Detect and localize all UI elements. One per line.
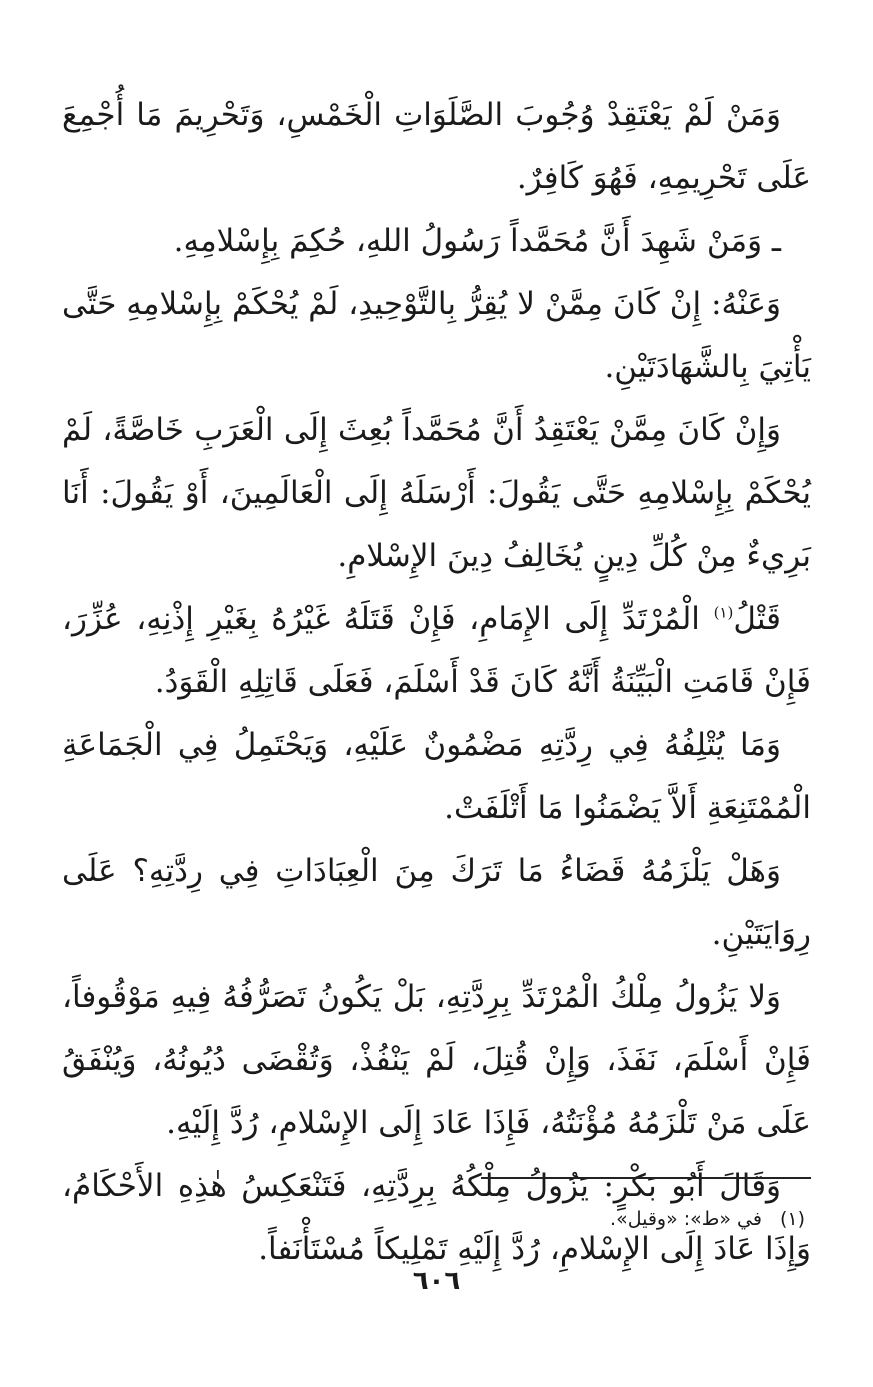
- footnote-reference[interactable]: (١): [713, 603, 734, 622]
- paragraph-4: وَإِنْ كَانَ مِمَّنْ يَعْتَقِدُ أَنَّ مُحَمَّداً بُعِثَ إِلَى الْعَرَبِ خَاصَّةً، لَمْ يُحْكَمْ بِإِسْلامِهِ حَتَّى يَقُولَ: أَرْسَلَهُ إِلَى الْعَالَمِينَ، أَوْ يَقُولَ: أَنَا بَرِيءٌ مِنْ كُلِّ دِينٍ يُخَالِفُ دِينَ الإِسْلامِ.: [62, 412, 811, 574]
- paragraph-6: وَمَا يُتْلِفُهُ فِي رِدَّتِهِ مَضْمُونٌ عَلَيْهِ، وَيَحْتَمِلُ فِي الْجَمَاعَةِ الْمُمْتَنِعَةِ أَلاَّ يَضْمَنُوا مَا أَتْلَفَتْ.: [62, 727, 811, 826]
- marked-word: قَتْلُ: [733, 601, 781, 637]
- paragraph-5-text: الْمُرْتَدِّ إِلَى الإِمَامِ، فَإِنْ قَتَلَهُ غَيْرُهُ بِغَيْرِ إِذْنِهِ، عُزِّرَ، فَإِنْ قَامَتِ الْبَيِّنَةُ أَنَّهُ كَانَ قَدْ أَسْلَمَ، فَعَلَى قَاتِلِهِ الْقَوَدُ.: [62, 601, 811, 700]
- paragraph-1: وَمَنْ لَمْ يَعْتَقِدْ وُجُوبَ الصَّلَوَاتِ الْخَمْسِ، وَتَحْرِيمَ مَا أُجْمِعَ عَلَى تَحْرِيمِهِ، فَهُوَ كَافِرٌ.: [62, 97, 811, 196]
- paragraph-7: وَهَلْ يَلْزَمُهُ قَضَاءُ مَا تَرَكَ مِنَ الْعِبَادَاتِ فِي رِدَّتِهِ؟ عَلَى رِوَايَتَيْنِ.: [62, 853, 811, 952]
- paragraph-5: [62, 588, 811, 714]
- footnote-text: في «ط»: «وقيل».: [610, 1208, 762, 1230]
- paragraph-9: وَقَالَ أَبُو بَكْرٍ: يَزُولُ مِلْكُهُ بِرِدَّتِهِ، فَتَنْعَكِسُ هٰذِهِ الأَحْكَامُ، وَإِذَا عَادَ إِلَى الإِسْلامِ، رُدَّ إِلَيْهِ تَمْلِيكاً مُسْتَأْنَفاً.: [62, 1168, 811, 1267]
- paragraph-8: وَلا يَزُولُ مِلْكُ الْمُرْتَدِّ بِرِدَّتِهِ، بَلْ يَكُونُ تَصَرُّفُهُ فِيهِ مَوْقُوفاً، فَإِنْ أَسْلَمَ، نَفَذَ، وَإِنْ قُتِلَ، لَمْ يَنْفُذْ، وَتُقْضَى دُيُونُهُ، وَيُنْفَقُ عَلَى مَنْ تَلْزَمُهُ مُؤْنَتُهُ، فَإِذَا عَادَ إِلَى الإِسْلامِ، رُدَّ إِلَيْهِ.: [62, 979, 811, 1141]
- main-text: [62, 84, 811, 1281]
- footnote: [62, 1204, 805, 1234]
- footnote-number: (١): [779, 1208, 805, 1230]
- paragraph-2: ـ وَمَنْ شَهِدَ أَنَّ مُحَمَّداً رَسُولُ اللهِ، حُكِمَ بِإِسْلامِهِ.: [173, 223, 781, 259]
- paragraph-3: وَعَنْهُ: إِنْ كَانَ مِمَّنْ لا يُقِرُّ بِالتَّوْحِيدِ، لَمْ يُحْكَمْ بِإِسْلامِهِ حَتَّى يَأْتِيَ بِالشَّهَادَتَيْنِ.: [62, 286, 811, 385]
- page-number: ٦٠٦: [412, 1266, 461, 1296]
- footnote-separator: [481, 1177, 811, 1179]
